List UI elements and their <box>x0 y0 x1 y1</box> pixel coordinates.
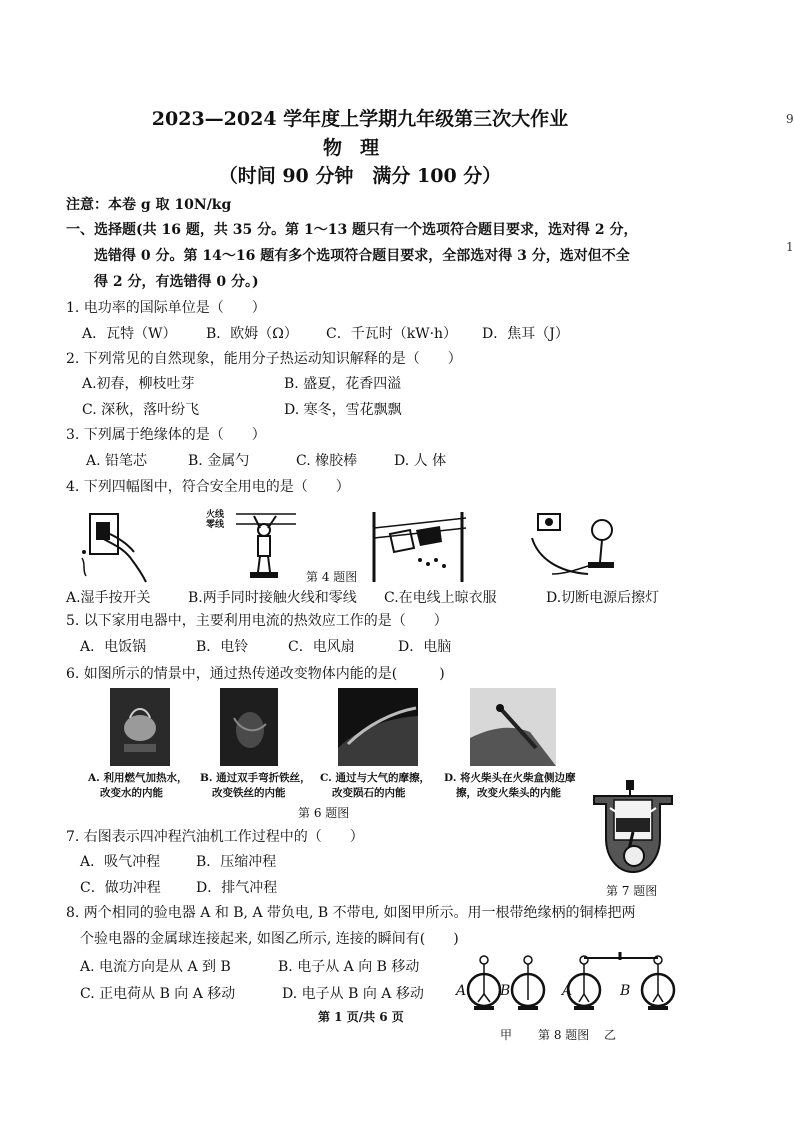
figure-caption: 第 8 题图 <box>538 1028 590 1042</box>
option-c: C. 深秋，落叶纷飞 <box>82 402 200 418</box>
option-a: A. 电流方向是从 A 到 B <box>80 959 231 975</box>
exam-note: 注意：本卷 g 取 10N/kg <box>66 197 232 213</box>
edge-mark: 9 <box>786 112 794 126</box>
option-a: A．瓦特（W） <box>82 326 177 342</box>
neutral-wire-label: 零线 <box>206 520 225 530</box>
section-instructions: 选错得 0 分。第 14～16 题有多个选项符合题目要求，全部选对得 3 分，选对但不全 <box>94 248 630 264</box>
section-instructions: 得 2 分，有选错得 0 分。) <box>94 274 259 290</box>
section-instructions: 一、选择题(共 16 题，共 35 分。第 1～13 题只有一个选项符合题目要求，选对得 2 分， <box>66 222 638 238</box>
fire-wire-label: 火线 <box>206 510 225 520</box>
option-d: D. 将火柴头在火柴盒侧边摩 <box>444 772 576 784</box>
option-a: A.初春，柳枝吐芽 <box>82 376 195 392</box>
question-stem: 3. 下列属于绝缘体的是（ ） <box>66 427 266 443</box>
option-a: 改变水的内能 <box>100 787 163 799</box>
option-b: B. 电子从 A 向 B 移动 <box>278 959 420 975</box>
figure-caption: 第 4 题图 <box>306 570 358 584</box>
question-stem: 4. 下列四幅图中，符合安全用电的是（ ） <box>66 479 350 495</box>
option-c: C．做功冲程 <box>80 880 161 896</box>
option-d: D.切断电源后擦灯 <box>546 590 660 606</box>
electroscope-label-a: A <box>562 983 573 999</box>
question-stem: 6. 如图所示的情景中，通过热传递改变物体内能的是( ) <box>66 666 445 682</box>
meteor-photo <box>338 688 418 766</box>
electroscope-label-a: A <box>456 983 467 999</box>
option-c: C.在电线上晾衣服 <box>384 590 497 606</box>
figure-label-jia: 甲 <box>500 1028 513 1042</box>
option-d: D. 人 体 <box>394 453 447 469</box>
option-b: B. 金属勺 <box>188 453 250 469</box>
option-a: A．电饭锅 <box>80 639 147 655</box>
figure-caption: 第 6 题图 <box>298 806 350 820</box>
option-d: D. 寒冬，雪花飘飘 <box>284 402 402 418</box>
exam-duration: （时间 90 分钟 满分 100 分） <box>218 165 502 187</box>
match-striking-photo <box>470 688 556 766</box>
question-stem: 个验电器的金属球连接起来, 如图乙所示, 连接的瞬间有( ) <box>80 931 459 947</box>
bending-wire-photo <box>220 688 278 766</box>
question-stem: 8. 两个相同的验电器 A 和 B, A 带负电, B 不带电, 如图甲所示。用一根带绝缘柄的铜棒把两 <box>66 905 636 921</box>
clothes-on-wire-figure <box>370 508 470 584</box>
option-c: C. 正电荷从 B 向 A 移动 <box>80 986 236 1002</box>
page-number: 第 1 页/共 6 页 <box>318 1010 404 1024</box>
option-a: A. 铅笔芯 <box>86 453 148 469</box>
option-b: B．欧姆（Ω） <box>206 326 298 342</box>
question-stem: 2. 下列常见的自然现象，能用分子热运动知识解释的是（ ） <box>66 351 462 367</box>
question-stem: 5. 以下家用电器中，主要利用电流的热效应工作的是（ ） <box>66 613 448 629</box>
option-a: A．吸气冲程 <box>80 854 161 870</box>
option-b: B.两手同时接触火线和零线 <box>188 590 357 606</box>
option-d: D．电脑 <box>398 639 452 655</box>
option-c: C. 橡胶棒 <box>296 453 358 469</box>
option-b: 改变铁丝的内能 <box>212 787 286 799</box>
wet-hand-switch-figure <box>72 508 158 584</box>
option-b: B. 盛夏，花香四溢 <box>284 376 402 392</box>
question-stem: 1. 电功率的国际单位是（ ） <box>66 300 266 316</box>
electroscope-label-b: B <box>500 983 511 999</box>
option-c: C. 通过与大气的摩擦， <box>320 772 430 784</box>
option-d: D．排气冲程 <box>196 880 278 896</box>
option-b: B．压缩冲程 <box>196 854 277 870</box>
figure-label-yi: 乙 <box>604 1028 617 1042</box>
option-a: A. 利用燃气加热水， <box>88 772 188 784</box>
option-c: C．千瓦时（kW·h） <box>326 326 458 342</box>
question-stem: 7. 右图表示四冲程汽油机工作过程中的（ ） <box>66 829 364 845</box>
engine-cylinder-figure <box>590 778 676 878</box>
option-a: A.湿手按开关 <box>66 590 151 606</box>
figure-caption: 第 7 题图 <box>606 884 658 898</box>
option-d: 擦，改变火柴头的内能 <box>456 787 561 799</box>
option-c: 改变陨石的内能 <box>332 787 406 799</box>
edge-mark: 1 <box>786 240 794 254</box>
subject-title: 物理 <box>322 137 397 159</box>
option-b: B. 通过双手弯折铁丝， <box>200 772 311 784</box>
kettle-photo <box>110 688 170 766</box>
exam-title: 2023—2024 学年度上学期九年级第三次大作业 <box>151 108 569 130</box>
unplugged-lamp-figure <box>528 508 624 584</box>
option-b: B．电铃 <box>196 639 249 655</box>
electroscope-label-b: B <box>620 983 631 999</box>
option-d: D．焦耳（J） <box>482 326 569 342</box>
option-c: C．电风扇 <box>288 639 355 655</box>
option-d: D. 电子从 B 向 A 移动 <box>282 986 424 1002</box>
